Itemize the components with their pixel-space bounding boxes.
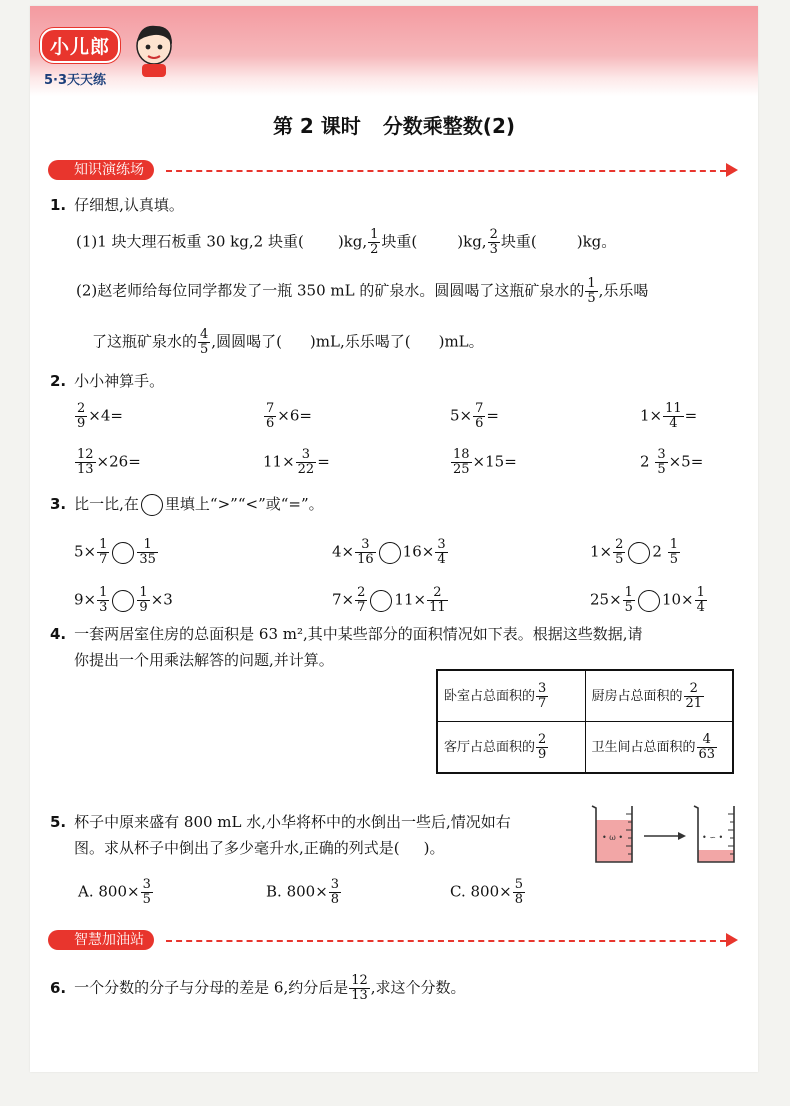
fraction-denominator: 5 xyxy=(624,600,633,615)
q2-number: 2. xyxy=(50,372,67,390)
fraction-numerator: 3 xyxy=(296,448,317,463)
q5-option-b[interactable] xyxy=(266,878,342,907)
fraction-numerator: 11 xyxy=(665,401,682,416)
q3-title: 比一比,在 xyxy=(74,495,139,513)
fraction-numerator: 4 xyxy=(697,733,718,748)
fraction xyxy=(451,448,472,477)
q1-part1-text: 块重( xyxy=(500,232,537,251)
cell-label: 卧室占总面积的 xyxy=(444,688,536,704)
fraction-numerator: 1 xyxy=(624,585,633,600)
q1-part2-text: (2)赵老师给每位同学都发了一瓶 350 mL 的矿泉水。圆圆喝了这瓶矿泉水的 xyxy=(76,281,585,300)
fraction xyxy=(355,538,376,567)
option-label: C. xyxy=(450,882,466,901)
q5-option-c[interactable] xyxy=(450,878,526,907)
fraction xyxy=(97,586,109,615)
fraction-denominator: 3 xyxy=(489,242,498,257)
section-wisdom-header xyxy=(48,930,748,952)
fraction xyxy=(655,448,667,477)
fraction-denominator: 4 xyxy=(437,552,446,567)
section-wisdom-label: 智慧加油站 xyxy=(74,932,144,948)
svg-text:• ∽ •: • ∽ • xyxy=(702,833,724,842)
q1-part1 xyxy=(76,228,616,257)
option-label: B. xyxy=(266,882,282,901)
table-cell xyxy=(585,670,733,722)
fraction-numerator: 18 xyxy=(453,447,470,462)
fraction-denominator: 9 xyxy=(139,600,148,615)
q4-text: 一套两居室住房的总面积是 63 m²,其中某些部分的面积情况如下表。根据这些数据,请 xyxy=(74,625,643,643)
fraction xyxy=(684,682,705,711)
fraction-denominator: 6 xyxy=(475,416,484,431)
q2-heading xyxy=(50,371,164,391)
expr-text: ×26= xyxy=(96,452,141,471)
expr-text: 11× xyxy=(394,590,427,609)
expr-text: 16× xyxy=(402,542,435,561)
fraction-numerator: 2 xyxy=(538,731,547,747)
brand-logo xyxy=(40,28,120,88)
fraction-numerator: 1 xyxy=(370,227,379,242)
fraction-denominator: 16 xyxy=(357,552,374,567)
q6-line xyxy=(50,974,466,1003)
cell-label: 厨房占总面积的 xyxy=(591,688,683,704)
fraction-denominator: 5 xyxy=(200,342,209,357)
q2-item-6 xyxy=(263,448,330,477)
section-practice-label: 知识演练场 xyxy=(74,162,144,178)
fraction xyxy=(427,586,448,615)
fraction xyxy=(355,586,367,615)
q1-number: 1. xyxy=(50,196,67,214)
fraction xyxy=(697,733,718,762)
section-wisdom-tag xyxy=(48,930,154,950)
fraction xyxy=(613,538,625,567)
answer-circle[interactable] xyxy=(638,590,660,612)
fraction-denominator: 9 xyxy=(538,746,547,762)
table-row xyxy=(437,670,733,722)
q6-text: 一个分数的分子与分母的差是 6,约分后是 xyxy=(74,978,349,997)
table-cell xyxy=(437,670,585,722)
fraction xyxy=(663,402,684,431)
answer-circle[interactable] xyxy=(112,542,134,564)
q2-item-4 xyxy=(640,402,697,431)
beaker-pour-diagram xyxy=(590,800,740,866)
svg-text:• ω •: • ω • xyxy=(602,833,624,842)
fraction-numerator: 2 xyxy=(684,682,705,697)
fraction-numerator: 3 xyxy=(355,538,376,553)
fraction-denominator: 5 xyxy=(657,462,666,477)
q5-text: 图。求从杯子中倒出了多少毫升水,正确的列式是( xyxy=(74,839,400,857)
q3-title: 里填上“>”“<”或“=”。 xyxy=(164,495,324,513)
fraction-numerator: 7 xyxy=(475,401,484,416)
section-practice-header xyxy=(48,160,748,182)
q1-part1-unit: )kg。 xyxy=(576,232,617,251)
expr-text: 2 xyxy=(640,452,655,471)
fraction xyxy=(137,586,149,615)
fraction-numerator: 1 xyxy=(99,537,108,552)
q3-heading xyxy=(50,494,324,516)
fraction xyxy=(137,538,158,567)
fraction-numerator: 3 xyxy=(142,877,151,892)
fraction xyxy=(488,228,500,257)
q5-text: 杯子中原来盛有 800 mL 水,小华将杯中的水倒出一些后,情况如右 xyxy=(74,813,511,831)
expr-text: 5× xyxy=(450,406,473,425)
fraction xyxy=(473,402,485,431)
fraction xyxy=(668,538,680,567)
expr-text: 5× xyxy=(74,542,97,561)
arrow-right-icon xyxy=(726,933,738,947)
q6-text: ,求这个分数。 xyxy=(370,978,466,997)
q4-text: 你提出一个用乘法解答的问题,并计算。 xyxy=(74,651,334,669)
q4-line2 xyxy=(74,650,334,670)
brand-subtitle: 5·3天天练 xyxy=(44,73,107,88)
q1-title: 仔细想,认真填。 xyxy=(74,196,184,214)
fraction-numerator: 12 xyxy=(77,447,94,462)
q4-number: 4. xyxy=(50,625,67,643)
fraction-numerator: 7 xyxy=(266,401,275,416)
fraction-denominator: 4 xyxy=(696,600,705,615)
expr-text: = xyxy=(317,452,330,471)
fraction-numerator: 2 xyxy=(489,227,498,242)
answer-circle[interactable] xyxy=(112,590,134,612)
fraction-denominator: 8 xyxy=(514,892,523,907)
fraction-denominator: 3 xyxy=(99,600,108,615)
fraction-denominator: 5 xyxy=(142,892,151,907)
fraction xyxy=(513,878,525,907)
q5-number: 5. xyxy=(50,813,67,831)
fraction xyxy=(695,586,707,615)
expr-text: 11× xyxy=(263,452,295,471)
fraction xyxy=(198,328,210,357)
fraction xyxy=(329,878,341,907)
q6-number: 6. xyxy=(50,978,67,997)
fraction xyxy=(296,448,317,477)
fraction-denominator: 25 xyxy=(453,462,470,477)
q1-part1-text: 块重( xyxy=(381,232,418,251)
fraction-denominator: 7 xyxy=(357,600,366,615)
q3-item-5 xyxy=(332,586,449,615)
fraction-denominator: 11 xyxy=(429,600,446,615)
q1-part1-text: (1)1 块大理石板重 30 kg,2 块重( xyxy=(76,232,304,251)
fraction xyxy=(536,682,548,711)
fraction-numerator: 3 xyxy=(330,877,340,892)
mascot-boy-icon xyxy=(130,20,178,78)
fraction-numerator: 12 xyxy=(351,973,368,988)
q1-part2-line1 xyxy=(76,277,648,306)
fraction xyxy=(75,402,87,431)
fraction-denominator: 35 xyxy=(139,552,156,567)
expr-text: ×5= xyxy=(668,452,704,471)
expr-text: ×4= xyxy=(88,406,123,425)
fraction-numerator: 1 xyxy=(696,585,705,600)
lesson-title: 分数乘整数(2) xyxy=(382,114,516,138)
fraction-denominator: 7 xyxy=(99,552,108,567)
expr-text: 9× xyxy=(74,590,97,609)
expr-text: 800× xyxy=(470,882,512,901)
q2-item-2 xyxy=(263,402,312,431)
q5-line1 xyxy=(50,812,511,832)
q3-item-4 xyxy=(74,586,173,615)
fraction-denominator: 22 xyxy=(297,462,315,477)
q5-text: )。 xyxy=(423,839,445,857)
q2-item-7 xyxy=(450,448,517,477)
q3-item-6 xyxy=(590,586,708,615)
fraction-numerator: 2 xyxy=(357,585,366,600)
q1-part2-text: )mL。 xyxy=(438,332,484,351)
q1-part1-unit: )kg, xyxy=(457,232,487,251)
expr-text: 10× xyxy=(661,590,694,609)
q1-part2-text: 了这瓶矿泉水的 xyxy=(92,332,198,351)
fraction-numerator: 5 xyxy=(514,877,523,892)
fraction-denominator: 8 xyxy=(330,892,340,907)
fraction xyxy=(75,448,96,477)
fraction-numerator: 1 xyxy=(587,276,596,291)
expr-text: = xyxy=(486,406,499,425)
fraction-denominator: 13 xyxy=(77,462,94,477)
q3-number: 3. xyxy=(50,495,67,513)
section-practice-tag xyxy=(48,160,154,180)
compare-circle-icon xyxy=(141,494,163,516)
expr-text: = xyxy=(684,406,698,425)
q5-option-a[interactable] xyxy=(78,878,154,907)
area-table xyxy=(436,669,734,774)
fraction-denominator: 7 xyxy=(538,695,547,711)
q2-item-1 xyxy=(74,402,123,431)
table-cell xyxy=(585,722,733,774)
expr-text: ×6= xyxy=(277,406,312,425)
expr-text: 2 xyxy=(652,542,667,561)
fraction-denominator: 4 xyxy=(669,416,678,431)
expr-text: ×3 xyxy=(150,590,173,609)
expr-text: 800× xyxy=(286,882,328,901)
expr-text: 1× xyxy=(590,542,613,561)
q3-item-2 xyxy=(332,538,449,567)
answer-circle[interactable] xyxy=(370,590,392,612)
q1-heading xyxy=(50,195,184,215)
fraction-denominator: 63 xyxy=(698,746,716,762)
cell-label: 客厅占总面积的 xyxy=(444,739,536,755)
fraction xyxy=(97,538,109,567)
expr-text: ×15= xyxy=(472,452,517,471)
q3-item-3 xyxy=(590,538,681,567)
fraction-denominator: 5 xyxy=(669,552,678,567)
fraction xyxy=(435,538,447,567)
fraction xyxy=(141,878,153,907)
lesson-number: 第 2 课时 xyxy=(272,114,361,138)
q2-item-8 xyxy=(640,448,703,477)
dashed-divider xyxy=(166,170,726,172)
brand-name: 小儿郎 xyxy=(40,28,120,63)
fraction-numerator: 4 xyxy=(200,327,209,342)
table-row xyxy=(437,722,733,774)
worksheet-page xyxy=(30,6,758,1072)
expr-text: 4× xyxy=(332,542,355,561)
q2-item-5 xyxy=(74,448,141,477)
fraction xyxy=(585,277,597,306)
q5-line2 xyxy=(74,838,444,858)
q2-title: 小小神算手。 xyxy=(74,372,165,390)
fraction xyxy=(264,402,276,431)
q1-part2-text: ,乐乐喝 xyxy=(598,281,649,300)
fraction-numerator: 3 xyxy=(538,680,547,696)
fraction-denominator: 6 xyxy=(266,416,275,431)
fraction-denominator: 21 xyxy=(685,695,703,711)
dashed-divider xyxy=(166,940,726,942)
fraction-denominator: 9 xyxy=(77,416,86,431)
answer-circle[interactable] xyxy=(628,542,650,564)
fraction-numerator: 2 xyxy=(427,586,448,601)
q1-part2-text: ,圆圆喝了( xyxy=(211,332,282,351)
q4-line1 xyxy=(50,624,643,644)
option-label: A. xyxy=(78,882,94,901)
q1-part2-line2 xyxy=(92,328,484,357)
expr-text: 7× xyxy=(332,590,355,609)
q1-part1-unit: )kg, xyxy=(337,232,368,251)
fraction xyxy=(536,733,548,762)
fraction-numerator: 2 xyxy=(77,401,86,416)
fraction-numerator: 1 xyxy=(669,537,678,552)
arrow-right-icon xyxy=(726,163,738,177)
expr-text: 25× xyxy=(590,590,622,609)
fraction-numerator: 2 xyxy=(615,537,624,552)
q1-part2-text: )mL,乐乐喝了( xyxy=(309,332,411,351)
fraction xyxy=(368,228,380,257)
table-cell xyxy=(437,722,585,774)
expr-text: 800× xyxy=(98,882,140,901)
q2-item-3 xyxy=(450,402,499,431)
fraction xyxy=(623,586,635,615)
cell-label: 卫生间占总面积的 xyxy=(591,739,696,755)
fraction-denominator: 5 xyxy=(615,552,624,567)
answer-circle[interactable] xyxy=(379,542,401,564)
fraction-numerator: 1 xyxy=(99,585,108,600)
fraction-numerator: 3 xyxy=(437,537,446,552)
fraction-denominator: 2 xyxy=(370,242,379,257)
fraction-numerator: 1 xyxy=(139,585,148,600)
expr-text: 1× xyxy=(640,406,663,425)
fraction-denominator: 13 xyxy=(351,988,368,1003)
fraction xyxy=(349,974,370,1003)
fraction-numerator: 3 xyxy=(657,447,666,462)
fraction-denominator: 5 xyxy=(587,291,596,306)
q3-item-1 xyxy=(74,538,159,567)
page-title xyxy=(30,110,758,139)
fraction-numerator: 1 xyxy=(137,538,158,553)
